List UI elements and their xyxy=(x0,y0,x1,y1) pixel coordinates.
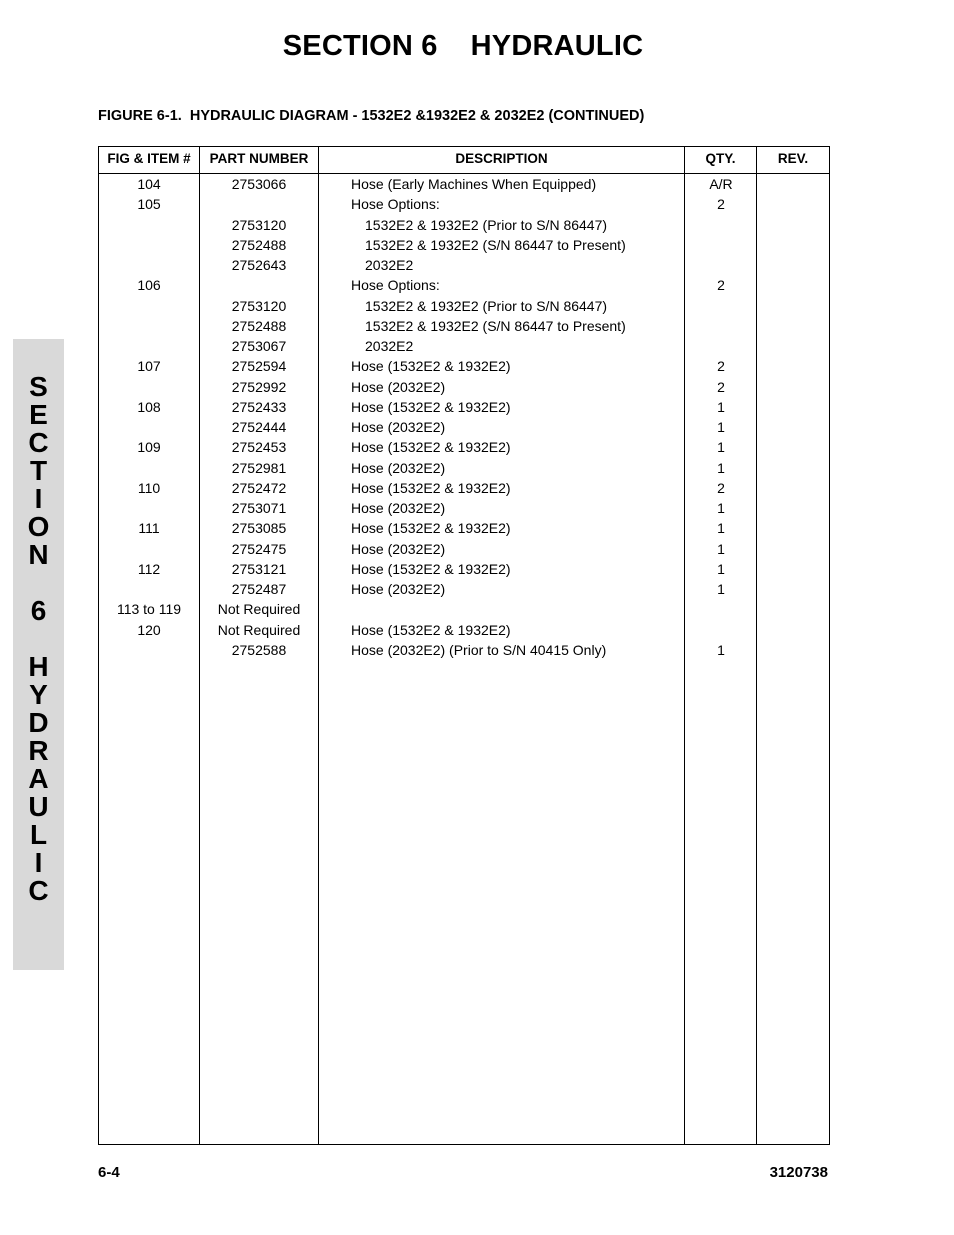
side-tab-letter: I xyxy=(34,483,43,514)
cell-item: 108 xyxy=(137,398,161,415)
cell-description: Hose (2032E2) (Prior to S/N 40415 Only) xyxy=(351,641,607,658)
cell-description: 1532E2 & 1932E2 (S/N 86447 to Present) xyxy=(365,236,626,253)
cell-qty: 2 xyxy=(717,378,725,395)
cell-description: Hose (1532E2 & 1932E2) xyxy=(351,398,511,415)
cell-part-number: 2753120 xyxy=(231,297,287,314)
side-tab-letter: R xyxy=(28,735,49,766)
cell-description: Hose (2032E2) xyxy=(351,419,446,435)
table-row xyxy=(99,336,829,356)
table-row xyxy=(99,296,829,316)
cell-item: 111 xyxy=(138,520,160,537)
table-row xyxy=(99,194,829,214)
table-row xyxy=(99,478,829,498)
cell-qty: 2 xyxy=(717,196,725,213)
cell-qty: 2 xyxy=(717,277,725,294)
figure-title: FIGURE 6-1. HYDRAULIC DIAGRAM - 1532E2 &1932E2 & 2032E2 (CONTINUED) xyxy=(98,108,645,124)
side-tab-letter: A xyxy=(28,763,49,794)
cell-part-number: Not Required xyxy=(217,601,301,618)
table-row xyxy=(99,316,829,336)
cell-part-number: 2753120 xyxy=(231,216,287,233)
table-row xyxy=(99,437,829,457)
cell-qty: A/R xyxy=(709,176,733,192)
cell-part-number: 2753067 xyxy=(231,338,287,354)
cell-description: Hose Options: xyxy=(351,277,440,294)
side-tab-letter: D xyxy=(28,707,49,738)
side-tab-text xyxy=(13,373,64,905)
table-row xyxy=(99,174,829,194)
table-row xyxy=(99,518,829,538)
side-tab-letter: S xyxy=(29,371,48,402)
cell-item: 105 xyxy=(137,196,161,213)
cell-description: Hose Options: xyxy=(351,196,440,213)
cell-item: 110 xyxy=(137,479,161,496)
table-row xyxy=(99,620,829,640)
cell-part-number: 2752488 xyxy=(231,317,287,334)
cell-description: Hose (1532E2 & 1932E2) xyxy=(351,520,511,537)
side-tab-letter: T xyxy=(29,455,48,486)
cell-part-number: 2753121 xyxy=(231,560,287,577)
side-tab-letter: C xyxy=(28,427,49,458)
cell-description: Hose (Early Machines When Equipped) xyxy=(351,176,597,192)
cell-item: 109 xyxy=(137,439,161,456)
side-tab-letter: N xyxy=(28,539,49,570)
table-row xyxy=(99,417,829,437)
cell-part-number: 2752588 xyxy=(231,641,287,658)
side-tab-word-section xyxy=(28,373,50,569)
cell-item: 107 xyxy=(137,358,161,375)
cell-description: Hose (1532E2 & 1932E2) xyxy=(351,439,511,456)
cell-description: Hose (2032E2) xyxy=(351,459,446,476)
cell-description: Hose (1532E2 & 1932E2) xyxy=(351,358,511,375)
cell-description: 2032E2 xyxy=(365,338,414,354)
cell-description: Hose (2032E2) xyxy=(351,500,446,516)
cell-qty: 2 xyxy=(717,358,725,375)
side-tab-letter: H xyxy=(28,651,49,682)
cell-part-number: 2752992 xyxy=(231,378,287,395)
section-side-tab xyxy=(13,339,64,970)
table-header xyxy=(99,147,829,174)
cell-item: 106 xyxy=(137,277,161,294)
cell-qty: 1 xyxy=(717,520,725,537)
table-row xyxy=(99,275,829,295)
cell-part-number: 2752475 xyxy=(231,540,287,557)
cell-description: 1532E2 & 1932E2 (Prior to S/N 86447) xyxy=(365,216,608,233)
page-number: 6-4 xyxy=(98,1164,120,1181)
cell-part-number: 2752594 xyxy=(231,358,287,375)
table-row xyxy=(99,599,829,619)
cell-part-number: 2752453 xyxy=(231,439,287,456)
cell-part-number: 2753071 xyxy=(231,500,287,516)
side-tab-letter: C xyxy=(28,875,49,906)
table-row xyxy=(99,640,829,660)
table-row xyxy=(99,539,829,559)
cell-part-number: 2753066 xyxy=(231,176,287,192)
document-number: 3120738 xyxy=(769,1164,828,1181)
cell-item: 120 xyxy=(137,621,161,638)
header-description: DESCRIPTION xyxy=(455,151,548,166)
table-row xyxy=(99,559,829,579)
cell-description: Hose (2032E2) xyxy=(351,581,446,597)
cell-part-number: 2753085 xyxy=(231,520,287,537)
cell-description: 1532E2 & 1932E2 (S/N 86447 to Present) xyxy=(365,317,626,334)
table-body xyxy=(99,174,829,660)
cell-qty: 1 xyxy=(717,500,725,516)
cell-qty: 2 xyxy=(717,479,725,496)
cell-description: Hose (2032E2) xyxy=(351,378,446,395)
cell-part-number: 2752472 xyxy=(231,479,287,496)
table-row xyxy=(99,498,829,518)
header-rev: REV. xyxy=(777,151,809,166)
cell-part-number: Not Required xyxy=(217,621,301,638)
side-tab-letter: E xyxy=(29,399,48,430)
header-part-number: PART NUMBER xyxy=(209,151,309,166)
cell-part-number: 2752488 xyxy=(231,236,287,253)
cell-part-number: 2752643 xyxy=(231,257,287,273)
cell-qty: 1 xyxy=(717,439,725,456)
table-row xyxy=(99,397,829,417)
table-row xyxy=(99,458,829,478)
side-tab-word-hydraulic xyxy=(28,653,48,905)
cell-description: 1532E2 & 1932E2 (Prior to S/N 86447) xyxy=(365,297,608,314)
cell-description: Hose (2032E2) xyxy=(351,540,446,557)
table-row xyxy=(99,235,829,255)
cell-item: 104 xyxy=(137,176,161,192)
cell-description: Hose (1532E2 & 1932E2) xyxy=(351,479,511,496)
header-qty: QTY. xyxy=(705,151,736,166)
table-row xyxy=(99,377,829,397)
cell-part-number: 2752433 xyxy=(231,398,287,415)
cell-qty: 1 xyxy=(717,540,725,557)
header-item: FIG & ITEM # xyxy=(107,151,191,166)
side-tab-letter: I xyxy=(34,847,43,878)
cell-part-number: 2752487 xyxy=(231,581,287,597)
side-tab-letter: Y xyxy=(29,679,48,710)
cell-qty: 1 xyxy=(717,560,725,577)
table-row xyxy=(99,579,829,599)
side-tab-letter: 6 xyxy=(30,595,47,626)
parts-table xyxy=(98,146,830,1145)
table-row xyxy=(99,215,829,235)
side-tab-letter: L xyxy=(29,819,48,850)
side-tab-letter: O xyxy=(27,511,50,542)
cell-qty: 1 xyxy=(717,581,725,597)
cell-qty: 1 xyxy=(717,419,725,435)
cell-item: 112 xyxy=(137,560,161,577)
side-tab-word-number xyxy=(31,597,47,625)
side-tab-letter: U xyxy=(28,791,49,822)
section-title: SECTION 6 HYDRAULIC xyxy=(282,30,644,62)
table-row xyxy=(99,356,829,376)
cell-qty: 1 xyxy=(717,398,725,415)
cell-description: Hose (1532E2 & 1932E2) xyxy=(351,560,511,577)
cell-qty: 1 xyxy=(717,459,725,476)
cell-qty: 1 xyxy=(717,641,725,658)
cell-description: Hose (1532E2 & 1932E2) xyxy=(351,621,511,638)
table-row xyxy=(99,255,829,275)
cell-item: 113 to 119 xyxy=(116,601,182,618)
cell-part-number: 2752444 xyxy=(231,419,287,435)
cell-description: 2032E2 xyxy=(365,257,414,273)
cell-part-number: 2752981 xyxy=(231,459,287,476)
